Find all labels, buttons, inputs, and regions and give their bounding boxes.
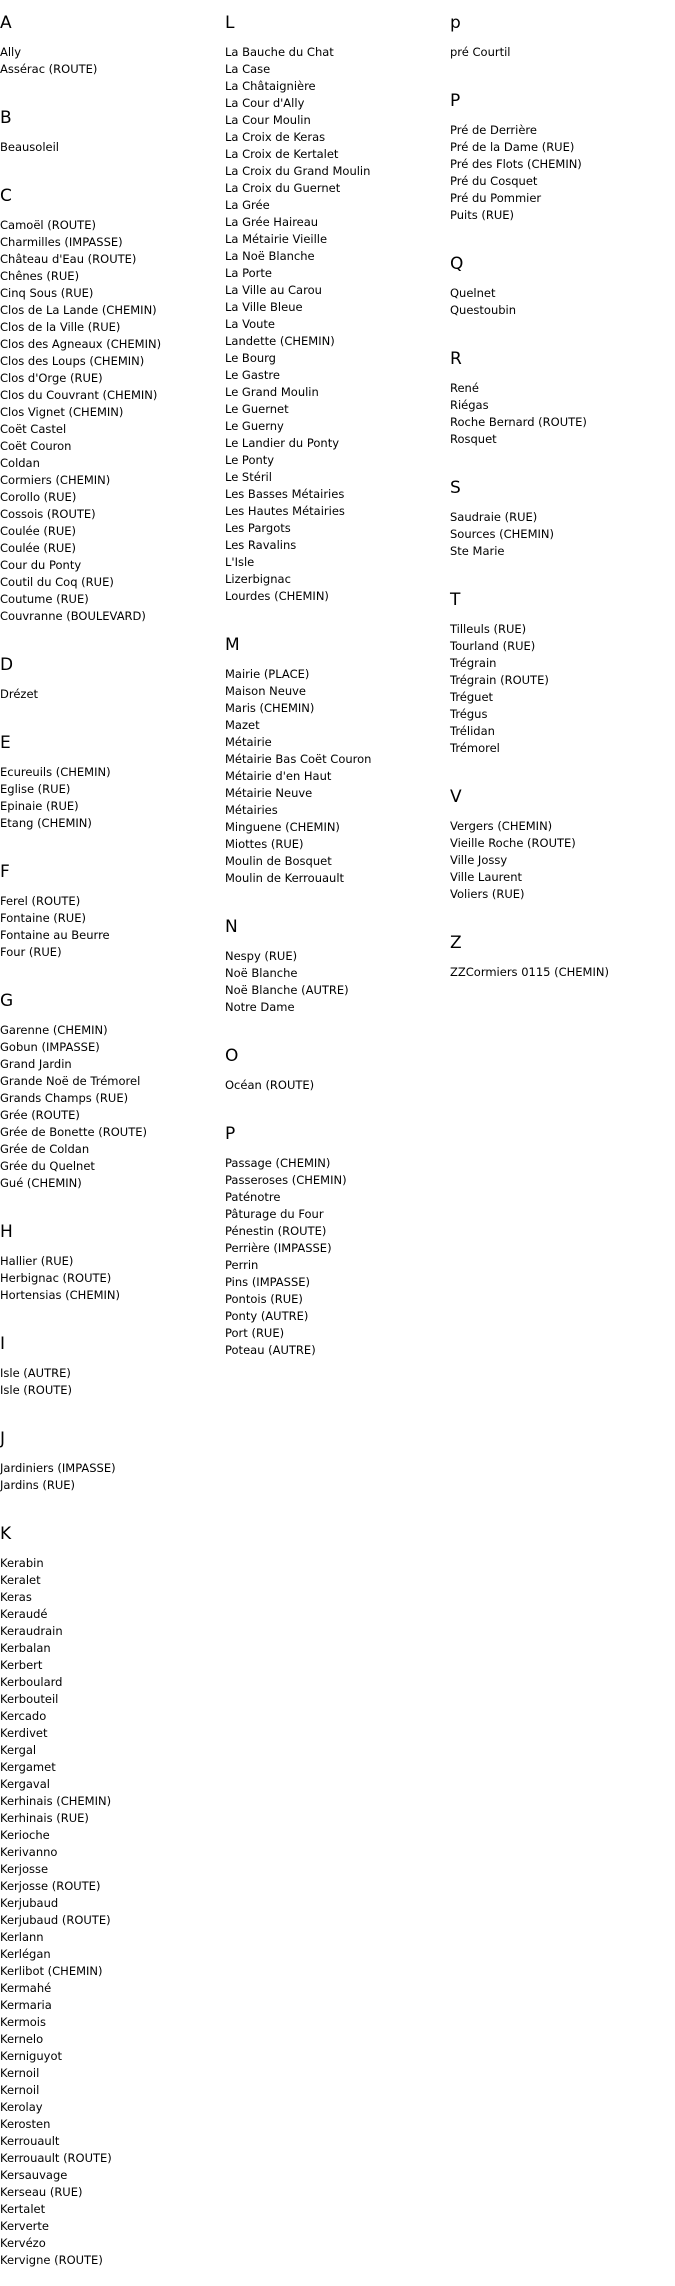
street-link[interactable]: Grée de Bonette (ROUTE) — [0, 1125, 147, 1139]
street-list — [0, 1253, 220, 1304]
section-spacer — [0, 961, 220, 978]
section-spacer — [0, 1304, 220, 1321]
street-link[interactable]: Lourdes (CHEMIN) — [225, 589, 329, 603]
street-link[interactable]: La Ville Bleue — [225, 300, 303, 314]
letter-heading: F — [0, 862, 10, 882]
street-link[interactable]: Poteau (AUTRE) — [225, 1343, 316, 1357]
street-list — [225, 666, 445, 887]
street-link[interactable]: Grands Champs (RUE) — [0, 1091, 129, 1105]
street-link[interactable]: Grée (ROUTE) — [0, 1108, 80, 1122]
street-link[interactable]: Kerbert — [0, 1658, 43, 1672]
street-link[interactable]: La Croix de Keras — [225, 130, 326, 144]
street-link[interactable]: La Cour d'Ally — [225, 96, 305, 110]
letter-section — [225, 12, 445, 622]
street-link[interactable]: Grée du Quelnet — [0, 1159, 95, 1173]
letter-section — [225, 1045, 445, 1111]
street-link[interactable]: Four (RUE) — [0, 945, 62, 959]
street-link[interactable]: Clos du Couvrant (CHEMIN) — [0, 388, 158, 402]
letter-section — [450, 786, 670, 920]
street-link[interactable]: Kerabin — [0, 1556, 44, 1570]
section-spacer — [0, 1192, 220, 1209]
street-link[interactable]: Maison Neuve — [225, 684, 306, 698]
street-link[interactable]: Kerhinais (CHEMIN) — [0, 1794, 112, 1808]
street-link[interactable]: Charmilles (IMPASSE) — [0, 235, 123, 249]
street-link[interactable]: Pré du Cosquet — [450, 174, 538, 188]
street-link[interactable]: Isle (AUTRE) — [0, 1366, 71, 1380]
letter-heading: K — [0, 1524, 12, 1544]
street-link[interactable]: Coldan — [0, 456, 40, 470]
street-link[interactable]: Kerseau (RUE) — [0, 2185, 83, 2199]
street-list — [450, 380, 670, 448]
street-list — [225, 948, 445, 1016]
letter-heading: Q — [450, 254, 464, 274]
street-link[interactable]: Coulée (RUE) — [0, 541, 77, 555]
street-link[interactable]: Keras — [0, 1590, 32, 1604]
street-link[interactable]: Kerjubaud (ROUTE) — [0, 1913, 111, 1927]
street-link[interactable]: Maris (CHEMIN) — [225, 701, 315, 715]
letter-heading: L — [225, 13, 235, 33]
section-spacer — [225, 1016, 445, 1033]
street-link[interactable]: Assérac (ROUTE) — [0, 62, 98, 76]
street-link[interactable]: Epinaie (RUE) — [0, 799, 79, 813]
street-link[interactable]: Métairie d'en Haut — [225, 769, 332, 783]
letter-section — [225, 916, 445, 1033]
street-link[interactable]: Paténotre — [225, 1190, 281, 1204]
street-list — [450, 285, 670, 319]
letter-heading: P — [225, 1124, 236, 1144]
street-link[interactable]: Métairie — [225, 735, 272, 749]
street-link[interactable]: Clos Vignet (CHEMIN) — [0, 405, 124, 419]
street-list — [0, 1460, 220, 1494]
street-link[interactable]: Clos de la Ville (RUE) — [0, 320, 121, 334]
street-link[interactable]: Pré des Flots (CHEMIN) — [450, 157, 582, 171]
street-link[interactable]: Clos de La Lande (CHEMIN) — [0, 303, 157, 317]
street-link[interactable]: Kernoil — [0, 2083, 40, 2097]
street-link[interactable]: Kermois — [0, 2015, 46, 2029]
street-link[interactable]: Cormiers (CHEMIN) — [0, 473, 111, 487]
street-link[interactable]: Tilleuls (RUE) — [450, 622, 527, 636]
street-link[interactable]: Sources (CHEMIN) — [450, 527, 554, 541]
street-link[interactable]: Perrière (IMPASSE) — [225, 1241, 332, 1255]
street-link[interactable]: Kerrouault — [0, 2134, 60, 2148]
letter-section — [450, 253, 670, 336]
street-link[interactable]: Pins (IMPASSE) — [225, 1275, 311, 1289]
letter-section — [0, 1221, 220, 1321]
street-link[interactable]: Pontois (RUE) — [225, 1292, 303, 1306]
street-link[interactable]: Chênes (RUE) — [0, 269, 80, 283]
letter-heading: p — [450, 13, 461, 33]
street-link[interactable]: Kersauvage — [0, 2168, 68, 2182]
street-link[interactable]: Passage (CHEMIN) — [225, 1156, 331, 1170]
street-list — [450, 122, 670, 224]
street-link[interactable]: Les Ravalins — [225, 538, 297, 552]
street-link[interactable]: Clos des Agneaux (CHEMIN) — [0, 337, 162, 351]
street-link[interactable]: Hortensias (CHEMIN) — [0, 1288, 120, 1302]
letter-section — [0, 654, 220, 720]
section-spacer — [225, 887, 445, 904]
street-link[interactable]: Quelnet — [450, 286, 496, 300]
street-link[interactable]: La Châtaignière — [225, 79, 316, 93]
street-link[interactable]: Keralet — [0, 1573, 41, 1587]
street-link[interactable]: Kerlann — [0, 1930, 44, 1944]
street-link[interactable]: Eglise (RUE) — [0, 782, 71, 796]
street-link[interactable]: Kernoil — [0, 2066, 40, 2080]
street-link[interactable]: Questoubin — [450, 303, 517, 317]
street-link[interactable]: Kerivanno — [0, 1845, 58, 1859]
letter-heading: D — [0, 655, 14, 675]
street-link[interactable]: La Métairie Vieille — [225, 232, 328, 246]
street-list — [450, 509, 670, 560]
letter-section — [450, 589, 670, 774]
street-list — [225, 1155, 445, 1359]
letter-heading: A — [0, 13, 12, 33]
street-link[interactable]: Kerjubaud — [0, 1896, 59, 1910]
street-link[interactable]: Beausoleil — [0, 140, 59, 154]
section-spacer — [450, 903, 670, 920]
street-link[interactable]: Coët Castel — [0, 422, 67, 436]
section-spacer — [450, 61, 670, 78]
letter-section — [450, 12, 670, 78]
street-list — [0, 1555, 220, 2269]
street-link[interactable]: Moulin de Kerrouault — [225, 871, 345, 885]
letter-heading: B — [0, 108, 12, 128]
street-list — [450, 818, 670, 903]
street-link[interactable]: Kergamet — [0, 1760, 56, 1774]
street-link[interactable]: Kervigne (ROUTE) — [0, 2253, 103, 2267]
street-link[interactable]: Noë Blanche (AUTRE) — [225, 983, 349, 997]
street-link[interactable]: Ferel (ROUTE) — [0, 894, 81, 908]
letter-section — [225, 634, 445, 904]
street-link[interactable]: Clos des Loups (CHEMIN) — [0, 354, 145, 368]
street-link[interactable]: Kerolay — [0, 2100, 43, 2114]
letter-section — [0, 1428, 220, 1511]
street-link[interactable]: Ponty (AUTRE) — [225, 1309, 309, 1323]
street-link[interactable]: La Porte — [225, 266, 272, 280]
letter-heading: O — [225, 1046, 239, 1066]
street-link[interactable]: Grée de Coldan — [0, 1142, 90, 1156]
street-link[interactable]: Riégas — [450, 398, 489, 412]
street-link[interactable]: Kerboulard — [0, 1675, 63, 1689]
street-link[interactable]: Kergaval — [0, 1777, 50, 1791]
section-spacer — [450, 757, 670, 774]
street-link[interactable]: Tréguet — [450, 690, 494, 704]
section-spacer — [0, 156, 220, 173]
street-link[interactable]: Nespy (RUE) — [225, 949, 298, 963]
letter-heading: N — [225, 917, 238, 937]
street-link[interactable]: Pré de Derrière — [450, 123, 537, 137]
street-list — [450, 621, 670, 757]
street-list — [0, 686, 220, 703]
letter-heading: I — [0, 1334, 6, 1354]
street-index-column-1 — [0, 0, 220, 2286]
street-list — [225, 1077, 445, 1094]
street-link[interactable]: La Bauche du Chat — [225, 45, 334, 59]
street-link[interactable]: Kerosten — [0, 2117, 51, 2131]
street-link[interactable]: Kercado — [0, 1709, 47, 1723]
letter-heading: P — [450, 91, 461, 111]
street-link[interactable]: Hallier (RUE) — [0, 1254, 74, 1268]
street-link[interactable]: Kerlégan — [0, 1947, 51, 1961]
street-link[interactable]: René — [450, 381, 479, 395]
street-link[interactable]: Les Pargots — [225, 521, 291, 535]
letter-heading: R — [450, 349, 462, 369]
street-link[interactable]: Gobun (IMPASSE) — [0, 1040, 100, 1054]
street-link[interactable]: Noë Blanche — [225, 966, 298, 980]
street-link[interactable]: Garenne (CHEMIN) — [0, 1023, 108, 1037]
street-link[interactable]: Pré de la Dame (RUE) — [450, 140, 575, 154]
street-link[interactable]: Kerdivet — [0, 1726, 48, 1740]
street-link[interactable]: Les Basses Métairies — [225, 487, 345, 501]
street-link[interactable]: Pénestin (ROUTE) — [225, 1224, 327, 1238]
letter-section — [0, 990, 220, 1209]
street-list — [0, 44, 220, 78]
section-spacer — [225, 1094, 445, 1111]
street-link[interactable]: Océan (ROUTE) — [225, 1078, 315, 1092]
street-link[interactable]: Tourland (RUE) — [450, 639, 536, 653]
street-link[interactable]: Camoël (ROUTE) — [0, 218, 96, 232]
street-link[interactable]: Pré du Pommier — [450, 191, 542, 205]
street-link[interactable]: Roche Bernard (ROUTE) — [450, 415, 587, 429]
street-link[interactable]: Cossois (ROUTE) — [0, 507, 96, 521]
letter-heading: G — [0, 991, 14, 1011]
street-link[interactable]: Trélidan — [450, 724, 495, 738]
street-link[interactable]: La Voute — [225, 317, 275, 331]
street-link[interactable]: Kerhinais (RUE) — [0, 1811, 89, 1825]
street-link[interactable]: Trégus — [450, 707, 488, 721]
letter-section — [225, 1123, 445, 1376]
street-link[interactable]: Passeroses (CHEMIN) — [225, 1173, 347, 1187]
letter-section — [0, 12, 220, 95]
street-link[interactable]: Vieille Roche (ROUTE) — [450, 836, 576, 850]
street-index-column-2 — [225, 0, 445, 1376]
street-link[interactable]: Vergers (CHEMIN) — [450, 819, 553, 833]
street-link[interactable]: Coët Couron — [0, 439, 72, 453]
section-spacer — [450, 560, 670, 577]
section-spacer — [225, 605, 445, 622]
street-link[interactable]: Kertalet — [0, 2202, 46, 2216]
street-link[interactable]: Fontaine au Beurre — [0, 928, 110, 942]
section-spacer — [450, 224, 670, 241]
street-link[interactable]: Le Bourg — [225, 351, 276, 365]
street-link[interactable]: Kergal — [0, 1743, 37, 1757]
letter-heading: E — [0, 733, 11, 753]
letter-heading: Z — [450, 933, 462, 953]
letter-section — [450, 932, 670, 998]
section-spacer — [450, 981, 670, 998]
street-link[interactable]: Trégrain (ROUTE) — [450, 673, 549, 687]
street-link[interactable]: La Grée Haireau — [225, 215, 319, 229]
street-link[interactable]: Kerrouault (ROUTE) — [0, 2151, 112, 2165]
street-link[interactable]: Château d'Eau (ROUTE) — [0, 252, 137, 266]
street-link[interactable]: Moulin de Bosquet — [225, 854, 332, 868]
street-link[interactable]: Ville Jossy — [450, 853, 508, 867]
street-link[interactable]: Jardins (RUE) — [0, 1478, 76, 1492]
street-link[interactable]: Rosquet — [450, 432, 497, 446]
street-link[interactable]: Kerbouteil — [0, 1692, 59, 1706]
section-spacer — [0, 2269, 220, 2286]
letter-section — [0, 1523, 220, 2286]
street-list — [450, 964, 670, 981]
section-spacer — [0, 1494, 220, 1511]
street-link[interactable]: Port (RUE) — [225, 1326, 285, 1340]
street-link[interactable]: Mairie (PLACE) — [225, 667, 310, 681]
letter-section — [0, 185, 220, 642]
section-spacer — [0, 703, 220, 720]
street-link[interactable]: pré Courtil — [450, 45, 511, 59]
street-link[interactable]: Kerniguyot — [0, 2049, 62, 2063]
street-link[interactable]: Kervézo — [0, 2236, 46, 2250]
letter-section — [0, 732, 220, 849]
street-link[interactable]: Ecureuils (CHEMIN) — [0, 765, 111, 779]
street-link[interactable]: Puits (RUE) — [450, 208, 515, 222]
street-link[interactable]: Kerjosse (ROUTE) — [0, 1879, 101, 1893]
street-link[interactable]: La Croix du Guernet — [225, 181, 341, 195]
section-spacer — [0, 78, 220, 95]
street-link[interactable]: Jardiniers (IMPASSE) — [0, 1461, 116, 1475]
street-link[interactable]: Landette (CHEMIN) — [225, 334, 335, 348]
street-link[interactable]: Coutume (RUE) — [0, 592, 89, 606]
street-link[interactable]: La Grée — [225, 198, 270, 212]
letter-heading: C — [0, 186, 12, 206]
street-link[interactable]: Kerbalan — [0, 1641, 51, 1655]
street-list — [0, 893, 220, 961]
street-link[interactable]: La Croix de Kertalet — [225, 147, 339, 161]
street-link[interactable]: Mazet — [225, 718, 260, 732]
street-link[interactable]: La Noë Blanche — [225, 249, 315, 263]
street-link[interactable]: Coulée (RUE) — [0, 524, 77, 538]
letter-section — [0, 107, 220, 173]
street-list — [0, 1022, 220, 1192]
street-list — [0, 1365, 220, 1399]
street-list — [0, 139, 220, 156]
letter-heading: J — [0, 1429, 6, 1449]
letter-section — [450, 477, 670, 577]
street-link[interactable]: ZZCormiers 0115 (CHEMIN) — [450, 965, 609, 979]
section-spacer — [450, 319, 670, 336]
street-link[interactable]: Le Guernet — [225, 402, 289, 416]
section-spacer — [225, 1359, 445, 1376]
street-link[interactable]: Cour du Ponty — [0, 558, 82, 572]
street-link[interactable]: Fontaine (RUE) — [0, 911, 86, 925]
section-spacer — [0, 832, 220, 849]
street-link[interactable]: Herbignac (ROUTE) — [0, 1271, 112, 1285]
street-link[interactable]: Le Stéril — [225, 470, 272, 484]
street-link[interactable]: Drézet — [0, 687, 39, 701]
section-spacer — [450, 448, 670, 465]
street-link[interactable]: Keraudrain — [0, 1624, 63, 1638]
letter-section — [450, 90, 670, 241]
street-link[interactable]: Notre Dame — [225, 1000, 295, 1014]
street-link[interactable]: Les Hautes Métairies — [225, 504, 345, 518]
street-link[interactable]: Kernelo — [0, 2032, 44, 2046]
street-link[interactable]: Grande Noë de Trémorel — [0, 1074, 141, 1088]
street-link[interactable]: Minguene (CHEMIN) — [225, 820, 340, 834]
street-link[interactable]: Ste Marie — [450, 544, 505, 558]
letter-heading: M — [225, 635, 240, 655]
letter-heading: H — [0, 1222, 13, 1242]
street-link[interactable]: Kerlibot (CHEMIN) — [0, 1964, 103, 1978]
street-link[interactable]: Keraudé — [0, 1607, 48, 1621]
street-link[interactable]: Pâturage du Four — [225, 1207, 324, 1221]
section-spacer — [0, 1399, 220, 1416]
street-link[interactable]: Trémorel — [450, 741, 500, 755]
street-list — [0, 217, 220, 625]
street-link[interactable]: Le Gastre — [225, 368, 280, 382]
street-link[interactable]: Miottes (RUE) — [225, 837, 304, 851]
street-link[interactable]: Kermahé — [0, 1981, 52, 1995]
street-link[interactable]: Ally — [0, 45, 22, 59]
street-link[interactable]: Isle (ROUTE) — [0, 1383, 73, 1397]
street-link[interactable]: Lizerbignac — [225, 572, 291, 586]
street-link[interactable]: Kerverte — [0, 2219, 49, 2233]
street-link[interactable]: La Cour Moulin — [225, 113, 311, 127]
street-link[interactable]: Le Ponty — [225, 453, 275, 467]
letter-section — [0, 861, 220, 978]
street-link[interactable]: Gué (CHEMIN) — [0, 1176, 82, 1190]
letter-section — [450, 348, 670, 465]
street-link[interactable]: Grand Jardin — [0, 1057, 72, 1071]
street-link[interactable]: Le Guerny — [225, 419, 284, 433]
street-link[interactable]: Métairies — [225, 803, 278, 817]
street-link[interactable]: Le Landier du Ponty — [225, 436, 340, 450]
street-link[interactable]: La Ville au Carou — [225, 283, 322, 297]
letter-heading: V — [450, 787, 462, 807]
street-link[interactable]: Kerjosse — [0, 1862, 49, 1876]
street-link[interactable]: Le Grand Moulin — [225, 385, 319, 399]
street-link[interactable]: Métairie Bas Coët Couron — [225, 752, 372, 766]
street-link[interactable]: La Case — [225, 62, 271, 76]
section-spacer — [0, 625, 220, 642]
street-link[interactable]: La Croix du Grand Moulin — [225, 164, 371, 178]
street-link[interactable]: Ville Laurent — [450, 870, 523, 884]
street-link[interactable]: Perrin — [225, 1258, 259, 1272]
street-index-column-3 — [450, 0, 670, 998]
street-link[interactable]: L'Isle — [225, 555, 255, 569]
street-link[interactable]: Cinq Sous (RUE) — [0, 286, 94, 300]
street-link[interactable]: Corollo (RUE) — [0, 490, 77, 504]
street-list — [450, 44, 670, 61]
street-link[interactable]: Couvranne (BOULEVARD) — [0, 609, 146, 623]
street-link[interactable]: Métairie Neuve — [225, 786, 313, 800]
street-link[interactable]: Kermaria — [0, 1998, 52, 2012]
street-link[interactable]: Voliers (RUE) — [450, 887, 525, 901]
letter-section — [0, 1333, 220, 1416]
street-link[interactable]: Saudraie (RUE) — [450, 510, 538, 524]
street-link[interactable]: Trégrain — [450, 656, 497, 670]
street-link[interactable]: Clos d'Orge (RUE) — [0, 371, 103, 385]
street-link[interactable]: Kerioche — [0, 1828, 50, 1842]
street-link[interactable]: Coutil du Coq (RUE) — [0, 575, 114, 589]
street-list — [0, 764, 220, 832]
letter-heading: S — [450, 478, 461, 498]
letter-heading: T — [450, 590, 461, 610]
street-link[interactable]: Etang (CHEMIN) — [0, 816, 92, 830]
street-list — [225, 44, 445, 605]
